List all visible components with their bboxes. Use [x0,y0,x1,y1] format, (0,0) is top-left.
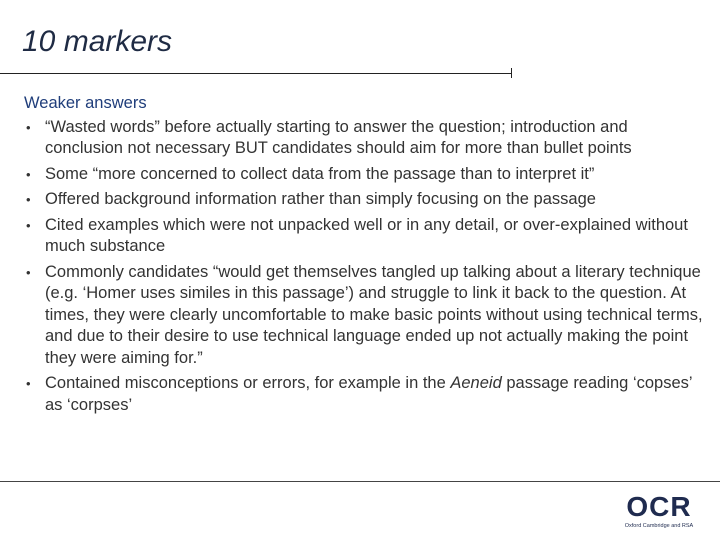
logo-wordmark: OCR [626,491,692,522]
title-divider [0,73,512,74]
bullet-dot: • [26,192,31,207]
list-item [24,373,710,416]
logo-tagline: Oxford Cambridge and RSA [624,523,694,529]
list-item-text: Commonly candidates “would get themselves tangled up talking about a literary technique (e.g. ‘Homer uses similes in this passage’) and struggle to link it back to the question. At times, they were clearly uncomfortable to make basic points without using technical terms, and due to their desire to use technical language ended up not actually making the point they were aiming for.” [45,262,703,367]
list-item-text-before: Contained misconceptions or errors, for example in the [45,374,451,392]
bullet-dot: • [26,119,31,135]
bullet-list [24,117,710,417]
list-item-text-after: passage reading ‘copses’ as ‘corpses’ [45,374,692,414]
list-item [24,117,710,160]
list-item [24,164,710,186]
list-item-text: Offered background information rather than simply focusing on the passage [45,190,596,208]
bullet-dot: • [26,376,31,391]
list-item [24,189,710,211]
subheading: Weaker answers [24,94,147,112]
bullet-dot: • [26,166,31,182]
list-item [24,215,710,258]
title-divider-cap [511,68,512,78]
bullet-dot: • [26,264,31,280]
list-item-text: Cited examples which were not unpacked well or in any detail, or over-explained without much substance [45,215,688,255]
ocr-logo [618,490,700,530]
list-item-italic-title: Aeneid [450,374,502,392]
list-item-text: “Wasted words” before actually starting to answer the question; introduction and conclusion not necessary BUT candidates should aim for more than bullet points [45,117,632,157]
list-item [24,262,710,370]
slide-body [24,93,710,420]
slide-title: 10 markers [22,25,173,58]
bullet-dot: • [26,217,31,233]
footer-divider [0,481,720,482]
list-item-text: Some “more concerned to collect data from the passage than to interpret it” [45,164,595,183]
